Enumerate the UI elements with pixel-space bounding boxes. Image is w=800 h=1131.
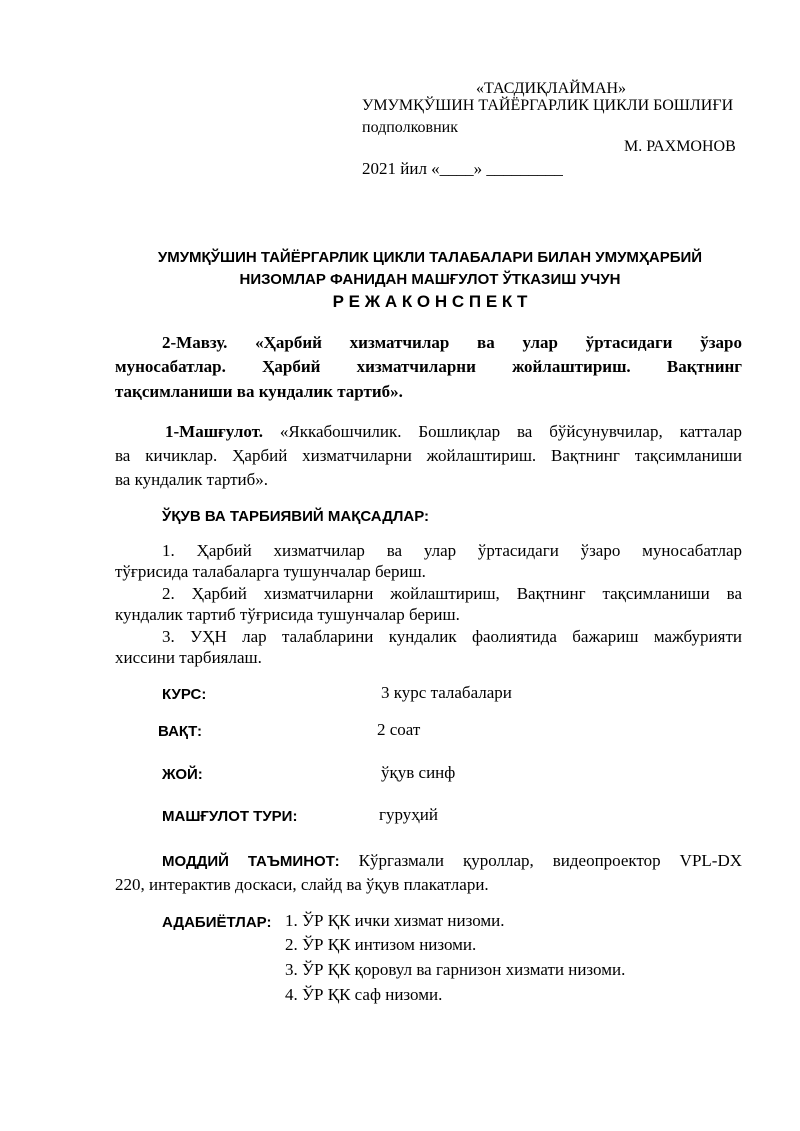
place-value: ўқув синф (381, 763, 456, 782)
approval-name: М. РАХМОНОВ (624, 138, 736, 155)
place-label: ЖОЙ: (162, 766, 203, 783)
topic-line-3: тақсимланиши ва кундалик тартиб». (115, 382, 403, 401)
materials-line-1 (162, 849, 742, 874)
lesson-line-1 (165, 420, 742, 444)
goals-heading: ЎҚУВ ВА ТАРБИЯВИЙ МАҚСАДЛАР: (162, 508, 430, 525)
lesson-label: 1-Машғулот. (165, 422, 263, 441)
goal-2-line-1: 2. Ҳарбий хизматчиларни жойлаштириш, Вақтнинг тақсимланиши ва (162, 584, 742, 603)
materials-label: МОДДИЙ ТАЪМИНОТ: (162, 853, 340, 870)
lesson-type-label: МАШҒУЛОТ ТУРИ: (162, 808, 298, 825)
time-label: ВАҚТ: (158, 723, 203, 740)
goal-3-line-1: 3. УҲН лар талабларини кундалик фаолиятида бажариш мажбурияти (162, 627, 742, 646)
topic-line-1: 2-Мавзу. «Ҳарбий хизматчилар ва улар ўртасидаги ўзаро (162, 333, 742, 352)
literature-item: 2. ЎР ҚК интизом низоми. (285, 935, 477, 954)
approval-position: УМУМҚЎШИН ТАЙЁРГАРЛИК ЦИКЛИ БОШЛИҒИ (362, 97, 734, 114)
literature-item: 4. ЎР ҚК саф низоми. (285, 985, 443, 1004)
course-label: КУРС: (162, 686, 207, 703)
literature-item: 1. ЎР ҚК ички хизмат низоми. (285, 911, 505, 930)
goal-2-line-2: кундалик тартиб тўғрисида тушунчалар бериш. (115, 605, 460, 624)
approval-heading: «ТАСДИҚЛАЙМАН» (476, 80, 627, 97)
goal-3-line-2: хиссини тарбиялаш. (115, 648, 262, 667)
lesson-line-2: ва кичиклар. Ҳарбий хизматчиларни жойлаштириш. Вақтнинг тақсимланиши (115, 446, 742, 465)
materials-text-start: Кўргазмали қуроллар, видеопроектор VPL-DX (339, 851, 742, 870)
approval-rank: подполковник (362, 119, 458, 136)
materials-line-2: 220, интерактив доскаси, слайд ва ўқув плакатлари. (115, 875, 489, 894)
document-title-line-1: УМУМҚЎШИН ТАЙЁРГАРЛИК ЦИКЛИ ТАЛАБАЛАРИ БИЛАН УМУМҲАРБИЙ (157, 249, 703, 266)
document-title-line-2: НИЗОМЛАР ФАНИДАН МАШҒУЛОТ ЎТКАЗИШ УЧУН (239, 271, 621, 288)
approval-date-line: 2021 йил «____» _________ (362, 159, 563, 178)
goal-1-line-1: 1. Ҳарбий хизматчилар ва улар ўртасидаги ўзаро муносабатлар (162, 541, 742, 560)
document-title-plan: Р Е Ж А К О Н С П Е К Т (332, 292, 528, 311)
lesson-type-value: гуруҳий (379, 805, 438, 824)
lesson-title-start: «Яккабошчилик. Бошлиқлар ва бўйсунувчилар, катталар (263, 422, 742, 441)
topic-line-2: муносабатлар. Ҳарбий хизматчиларни жойлаштириш. Вақтнинг (115, 357, 742, 376)
goal-1-line-2: тўғрисида талабаларга тушунчалар бериш. (115, 562, 426, 581)
lesson-line-3: ва кундалик тартиб». (115, 470, 269, 489)
course-value: 3 курс талабалари (381, 683, 512, 702)
literature-label: АДАБИЁТЛАР: (162, 914, 272, 931)
literature-item: 3. ЎР ҚК қоровул ва гарнизон хизмати низоми. (285, 960, 626, 979)
time-value: 2 соат (377, 720, 421, 739)
